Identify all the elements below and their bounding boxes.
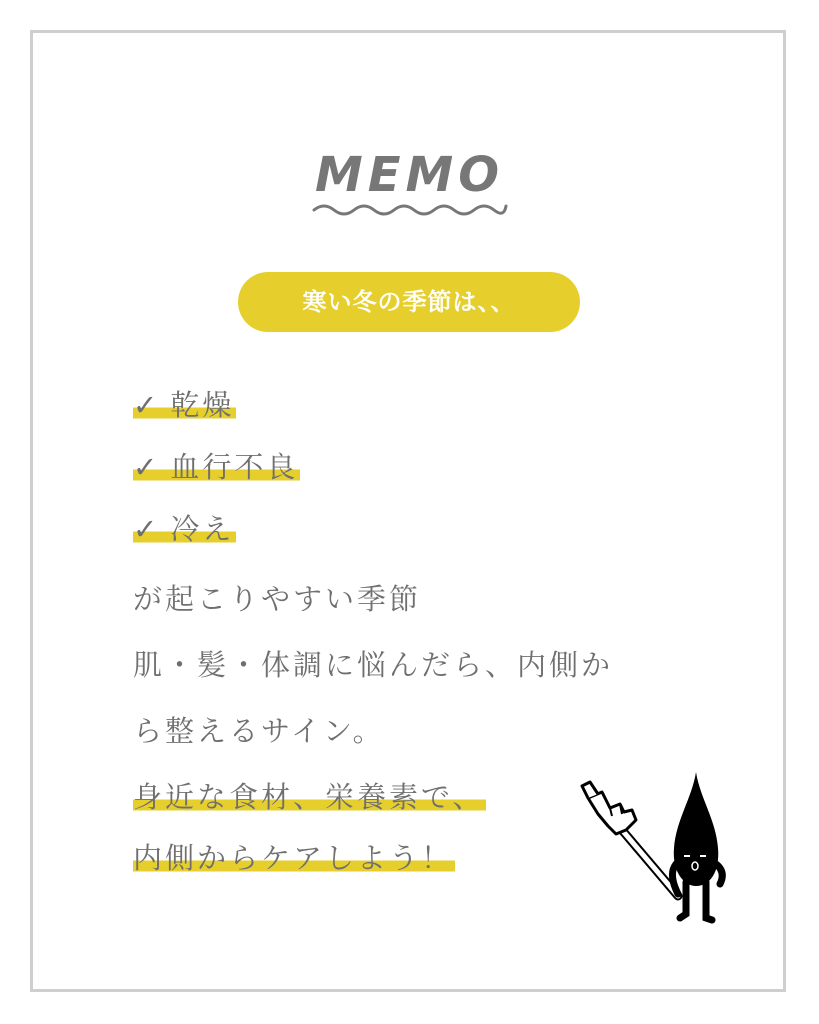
body-line: 肌・髪・体調に悩んだら、内側か bbox=[133, 648, 614, 682]
check-icon: ✓ bbox=[133, 388, 161, 422]
highlight-line-text: 内側からケアしよう！ bbox=[133, 841, 454, 875]
checklist-item-label: 血行不良 bbox=[170, 450, 299, 484]
check-icon: ✓ bbox=[133, 512, 161, 546]
highlight-line-text: 身近な食材、栄養素で、 bbox=[133, 780, 485, 814]
check-icon: ✓ bbox=[133, 450, 161, 484]
checklist-item-label: 乾燥 bbox=[170, 388, 235, 422]
highlight-line bbox=[133, 838, 455, 878]
checklist-item bbox=[133, 385, 236, 425]
checklist-item bbox=[133, 509, 236, 549]
body-line: が起こりやすい季節 bbox=[133, 582, 422, 616]
checklist-item-label: 冷え bbox=[170, 512, 235, 546]
black-drop-character-pointing-icon bbox=[580, 768, 730, 928]
highlight-line bbox=[133, 777, 486, 817]
body-line: ら整えるサイン。 bbox=[133, 714, 385, 748]
wave-underline-icon bbox=[312, 200, 508, 216]
season-badge: 寒い冬の季節は、、 bbox=[238, 272, 580, 332]
checklist-item bbox=[133, 447, 300, 487]
memo-title: MEMO bbox=[314, 147, 505, 203]
